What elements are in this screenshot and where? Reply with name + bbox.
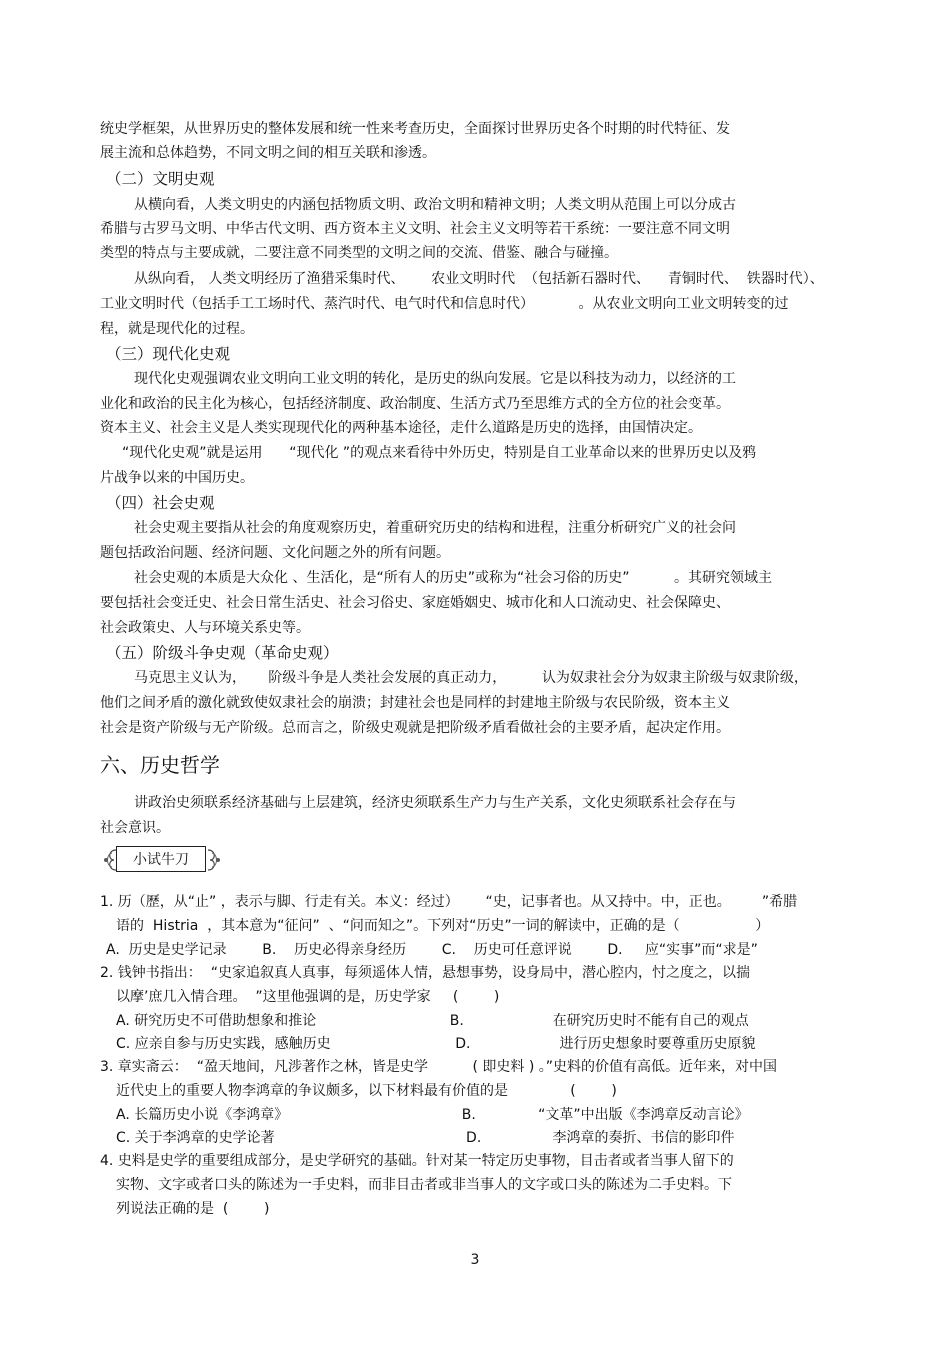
text-line: 以摩’庶几入情合理。 ”这里他强调的是，历史学家 ( )	[116, 989, 500, 1005]
subsection-heading: （三）现代化史观	[106, 345, 231, 363]
page-number: 3	[470, 1252, 480, 1268]
text-line: 实物、文字或者口头的陈述为一手史料，而非目击者或非当事人的文字或口头的陈述为二手史料。下	[116, 1177, 732, 1193]
text-line: C. 应亲自参与历史实践，感触历史 D. 进行历史想象时要尊重历史原貌	[116, 1036, 756, 1052]
subsection-heading: （四）社会史观	[106, 494, 215, 512]
scroll-ornament-icon	[206, 848, 222, 872]
text-line: 希腊与古罗马文明、中华古代文明、西方资本主义文明、社会主义文明等若干系统：一要注意不同文明	[100, 221, 730, 237]
text-line: 程，就是现代化的过程。	[100, 321, 254, 337]
text-line: 3. 章实斋云： “盈天地间，凡涉著作之林，皆是史学 ( 即史料 ) 。”史料的价值有高低。近年来，对中国	[100, 1059, 777, 1075]
text-line: 2. 钱钟书指出： “史家追叙真人真事，每须遥体人情，悬想事势，设身局中，潜心腔内，忖之度之，以揣	[100, 965, 750, 981]
text-line: 类型的特点与主要成就，二要注意不同类型的文明之间的交流、借鉴、融合与碰撞。	[100, 245, 618, 261]
text-line: 现代化史观强调农业文明向工业文明的转化，是历史的纵向发展。它是以科技为动力，以经济的工	[134, 371, 736, 387]
text-line: 近代史上的重要人物李鸿章的争议颇多，以下材料最有价值的是 ( )	[116, 1083, 617, 1099]
text-line: 社会意识。	[100, 820, 170, 836]
text-line: 展主流和总体趋势，不同文明之间的相互关联和渗透。	[100, 145, 436, 161]
text-line: 业化和政治的民主化为核心，包括经济制度、政治制度、生活方式乃至思维方式的全方位的社会变革。	[100, 396, 730, 412]
text-line: 他们之间矛盾的激化就致使奴隶社会的崩溃；封建社会也是同样的封建地主阶级与农民阶级，资本主义	[100, 695, 730, 711]
text-line: 讲政治史须联系经济基础与上层建筑，经济史须联系生产力与生产关系，文化史须联系社会存在与	[134, 795, 736, 811]
text-line: 1. 历（歷，从“止” ，表示与脚、行走有关。本义：经过） “史，记事者也。从又持中。中，正也。 ”希腊	[100, 894, 798, 910]
text-line: 社会史观的本质是大众化 、生活化，是“所有人的历史”或称为“社会习俗的历史” 。其研究领域主	[134, 570, 772, 586]
text-line: 马克思主义认为， 阶级斗争是人类社会发展的真正动力， 认为奴隶社会分为奴隶主阶级与奴隶阶级，	[134, 670, 808, 686]
text-line: A. 长篇历史小说《李鸿章》 B. “文革”中出版《李鸿章反动言论》	[116, 1107, 749, 1123]
text-line: 4. 史料是史学的重要组成部分，是史学研究的基础。针对某一特定历史事物，目击者或者当事人留下的	[100, 1153, 734, 1169]
text-line: 从纵向看， 人类文明经历了渔猎采集时代、 农业文明时代 （包括新石器时代、 青铜时代、 铁器时代）、	[134, 271, 824, 287]
text-line: C. 关于李鸿章的史学论著 D. 李鸿章的奏折、书信的影印件	[116, 1130, 735, 1146]
section-heading: 六、历史哲学	[100, 753, 220, 777]
text-line: 工业文明时代（包括手工工场时代、蒸汽时代、电气时代和信息时代） 。从农业文明向工业文明转变的过	[100, 296, 789, 312]
text-line: 社会政策史、人与环境关系史等。	[100, 620, 310, 636]
text-line: 列说法正确的是 ( )	[116, 1201, 270, 1217]
text-line: 社会史观主要指从社会的角度观察历史，着重研究历史的结构和进程，注重分析研究广义的社会问	[134, 520, 736, 536]
text-line: A. 研究历史不可借助想象和推论 B. 在研究历史时不能有自己的观点	[116, 1013, 749, 1029]
subsection-heading: （五）阶级斗争史观（革命史观）	[106, 644, 339, 662]
badge-label: 小试牛刀	[133, 852, 189, 868]
subsection-heading: （二）文明史观	[106, 170, 215, 188]
practice-badge	[102, 846, 222, 874]
text-line: 要包括社会变迁史、社会日常生活史、社会习俗史、家庭婚姻史、城市化和人口流动史、社会保障史、	[100, 595, 730, 611]
text-line: 统史学框架，从世界历史的整体发展和统一性来考查历史，全面探讨世界历史各个时期的时代特征、发	[100, 121, 730, 137]
text-line: 题包括政治问题、经济问题、文化问题之外的所有问题。	[100, 545, 450, 561]
text-line: 从横向看，人类文明史的内涵包括物质文明、政治文明和精神文明；人类文明从范围上可以分成古	[134, 197, 736, 213]
text-line: “现代化史观”就是运用 “现代化 ”的观点来看待中外历史，特别是自工业革命以来的世界历史以及鸦	[122, 445, 757, 461]
text-line: 社会是资产阶级与无产阶级。总而言之，阶级史观就是把阶级矛盾看做社会的主要矛盾，起决定作用。	[100, 720, 730, 736]
badge-frame	[116, 846, 206, 872]
text-line: 资本主义、社会主义是人类实现现代化的两种基本途径，走什么道路是历史的选择，由国情决定。	[100, 420, 702, 436]
text-line: 语的 Histria ，其本意为“征问” 、“问而知之”。下列对“历史”一词的解读中，正确的是（ ）	[116, 918, 770, 934]
text-line: 片战争以来的中国历史。	[100, 470, 254, 486]
text-line: A. 历史是史学记录 B. 历史必得亲身经历 C. 历史可任意评说 D. 应“实事”而“求是”	[106, 942, 758, 958]
